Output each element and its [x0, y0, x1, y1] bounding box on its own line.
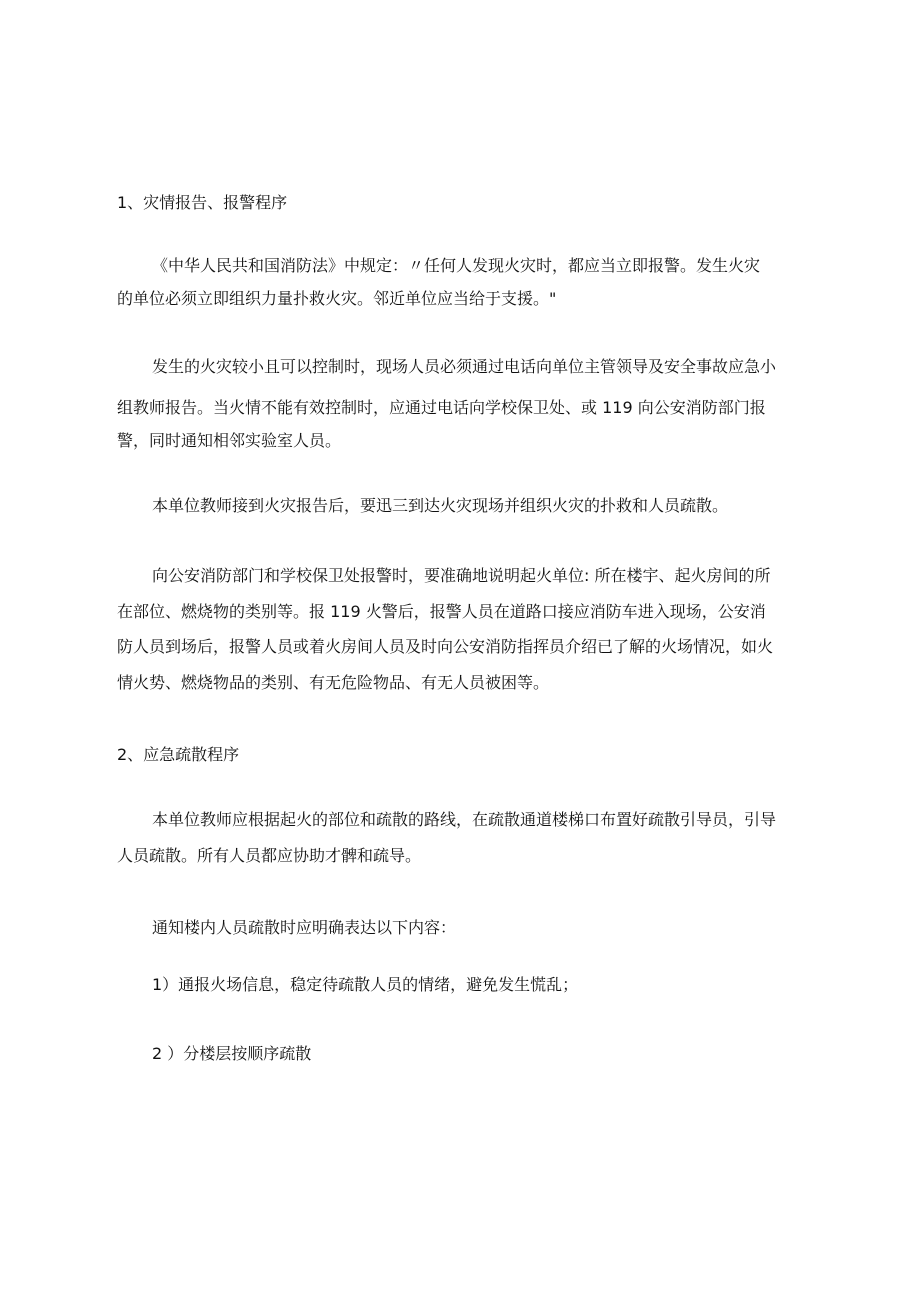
paragraph-6-line-1: 通知楼内人员疏散时应明确表达以下内容：	[152, 918, 457, 937]
list-item-2: 2 ）分楼层按顺序疏散	[152, 1044, 312, 1063]
paragraph-2-line-3: 警，同时通知相邻实验室人员。	[117, 431, 342, 450]
paragraph-2-line-1: 发生的火灾较小且可以控制时，现场人员必须通过电话向单位主管领导及安全事故应急小	[152, 357, 777, 376]
paragraph-2-line-2: 组教师报告。当火情不能有效控制时，应通过电话向学校保卫处、或 119 向公安消防部门报	[117, 398, 766, 417]
paragraph-4-line-3: 防人员到场后，报警人员或着火房间人员及时向公安消防指挥员介绍已了解的火场情况，如火	[117, 637, 774, 656]
paragraph-5-line-2: 人员疏散。所有人员都应协助才髀和疏导。	[117, 846, 422, 865]
paragraph-5-line-1: 本单位教师应根据起火的部位和疏散的路线，在疏散通道楼梯口布置好疏散引导员，引导	[152, 810, 777, 829]
paragraph-4-line-1: 向公安消防部门和学校保卫处报警时，要准确地说明起火单位: 所在楼宇、起火房间的所	[152, 566, 771, 585]
paragraph-3-line-1: 本单位教师接到火灾报告后，要迅三到达火灾现场并组织火灾的扑救和人员疏散。	[152, 496, 729, 515]
section-heading-2: 2、应急疏散程序	[117, 745, 240, 764]
paragraph-4-line-2: 在部位、燃烧物的类别等。报 119 火警后，报警人员在道路口接应消防车进入现场，公安消	[117, 602, 766, 621]
list-item-1: 1）通报火场信息，稳定待疏散人员的情绪，避免发生慌乱；	[152, 975, 579, 994]
paragraph-4-line-4: 情火势、燃烧物品的类别、有无危险物品、有无人员被困等。	[117, 673, 550, 692]
paragraph-1-line-2: 的单位必须立即组织力量扑救火灾。邻近单位应当给于支援。"	[117, 289, 557, 308]
section-heading-1: 1、灾情报告、报警程序	[117, 193, 288, 212]
paragraph-1-line-1: 《中华人民共和国消防法》中规定：〃任何人发现火灾时，都应当立即报警。发生火灾	[152, 256, 761, 275]
